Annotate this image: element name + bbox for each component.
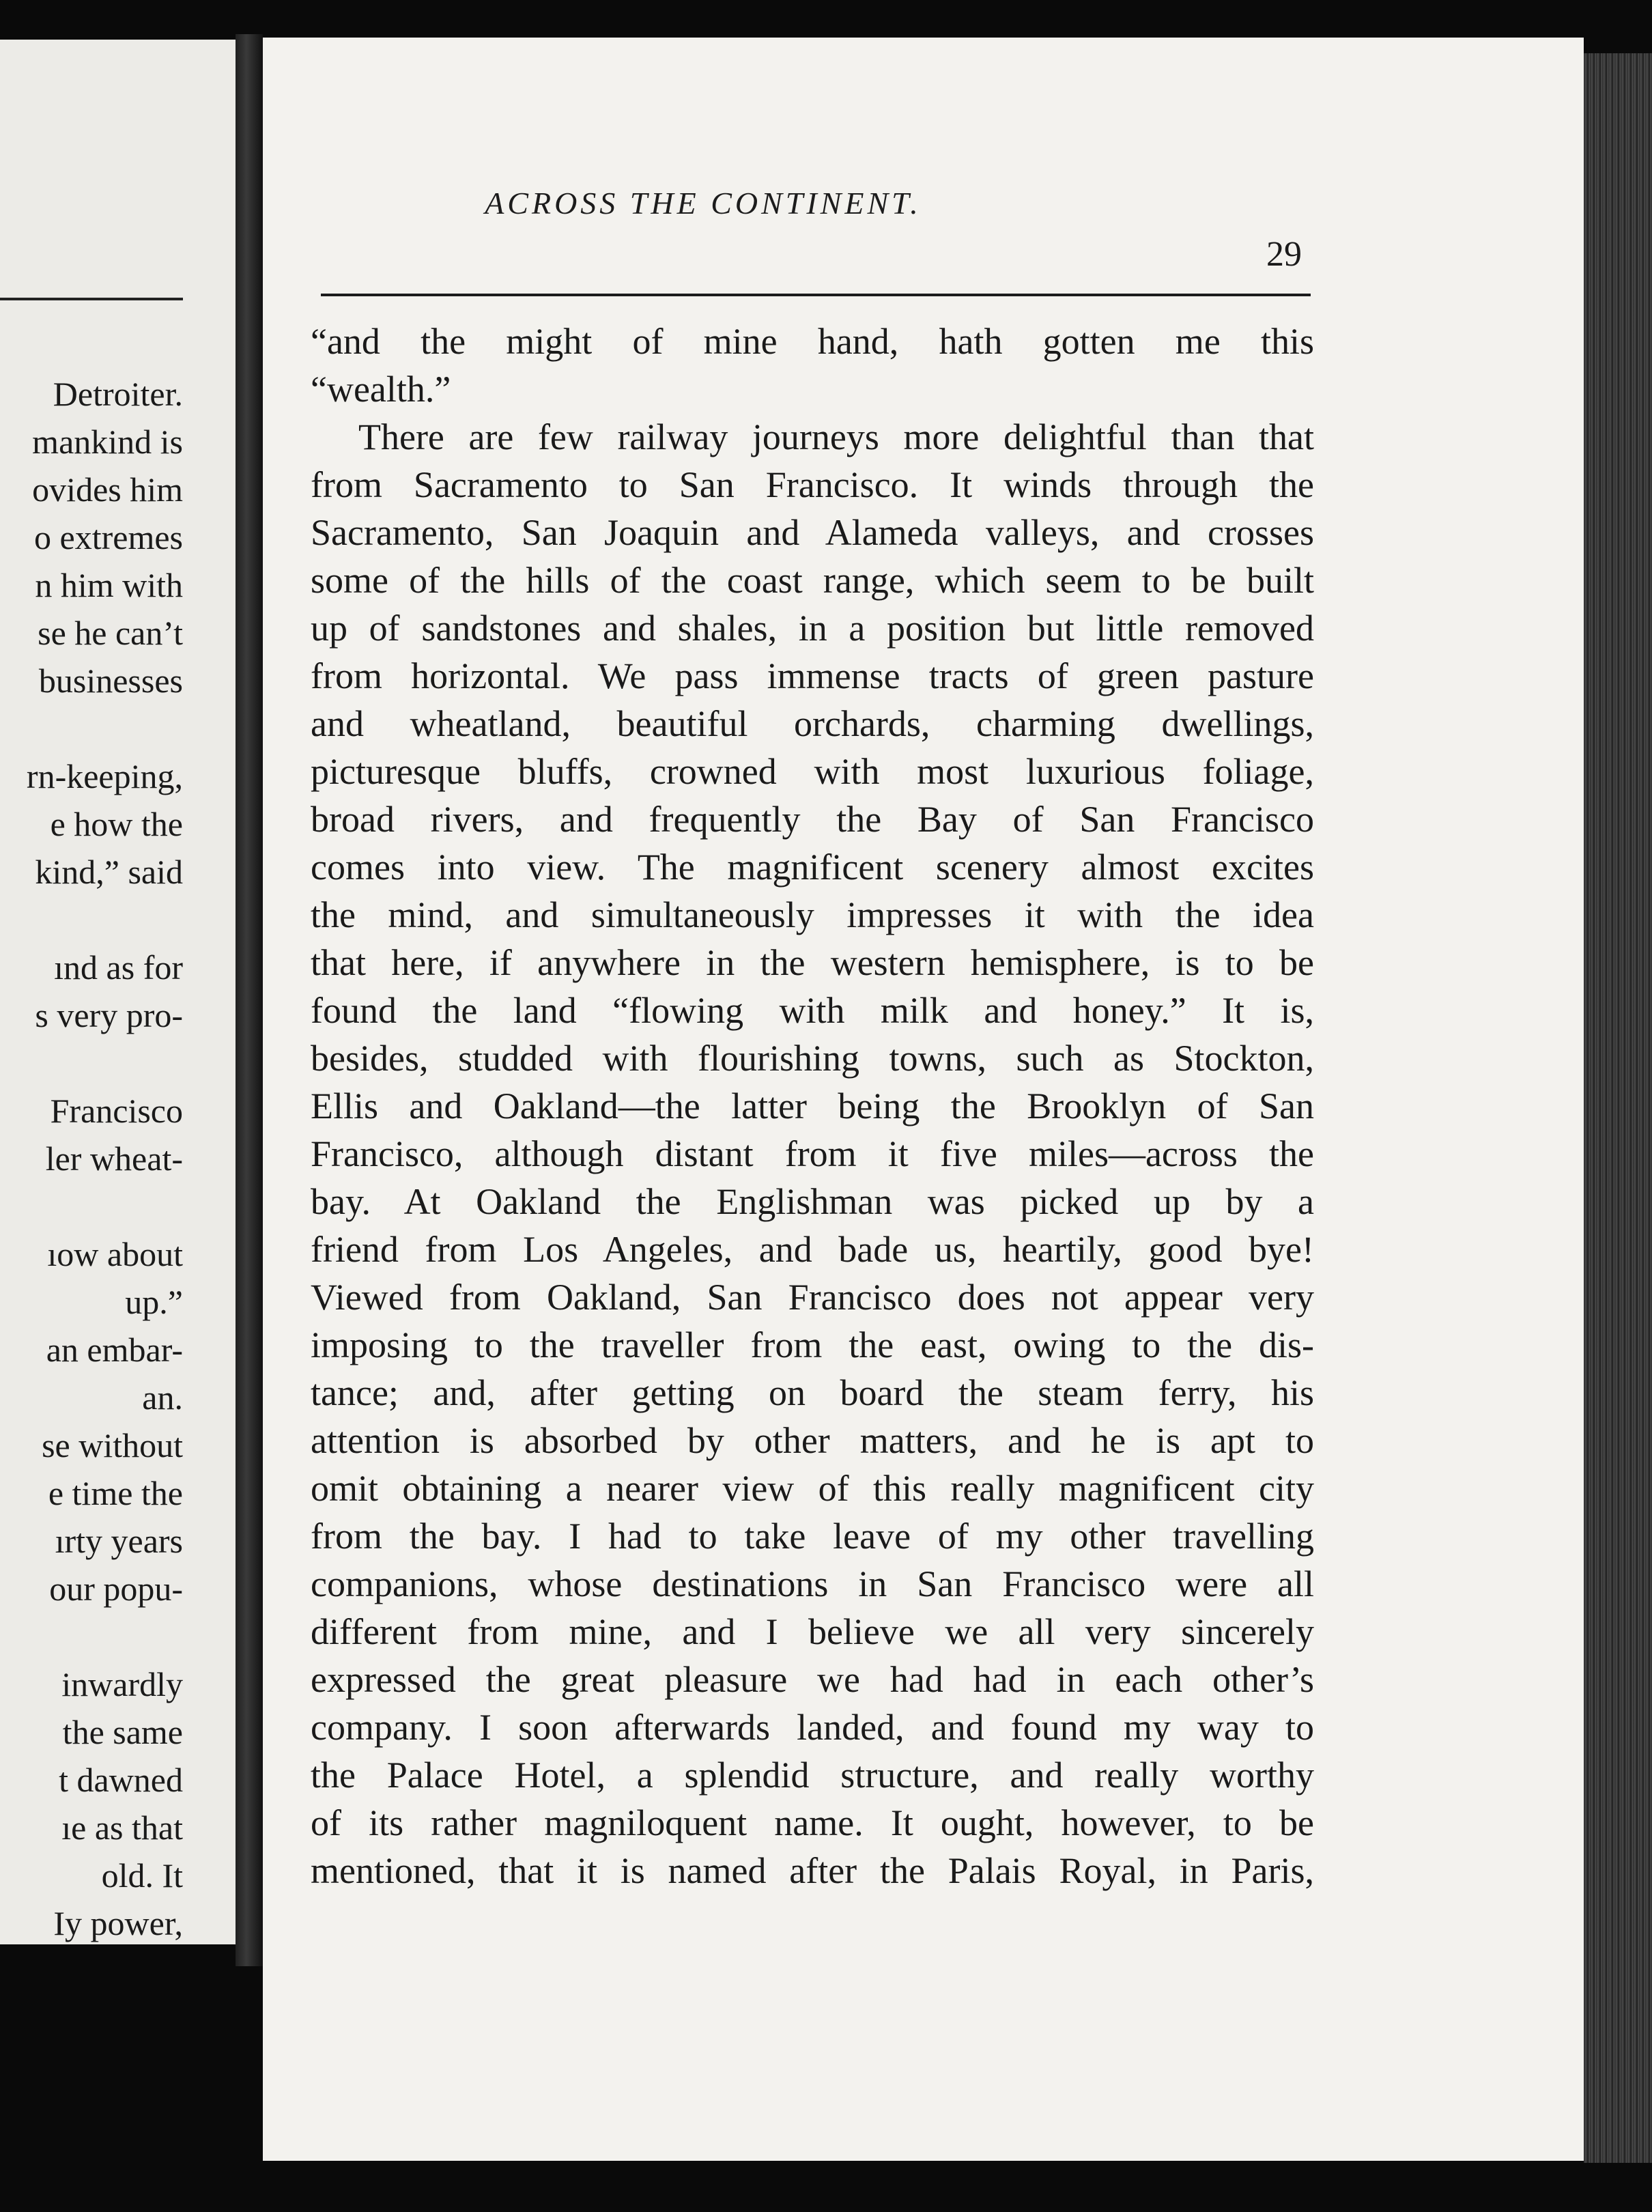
text-line: found the land “flowing with milk and honey.” It is, <box>311 990 1314 1031</box>
text-line: tance; and, after getting on board the steam ferry, his <box>311 1372 1314 1413</box>
text-line: from horizontal. We pass immense tracts of green pasture <box>311 655 1314 696</box>
left-page-text <box>0 370 183 1944</box>
left-line: n him with <box>35 566 183 604</box>
page-edges <box>1584 53 1652 2163</box>
text-line: comes into view. The magnificent scenery almost excites <box>311 847 1314 888</box>
text-line: bay. At Oakland the Englishman was picked up by a <box>311 1181 1314 1222</box>
left-line: ınd as for <box>54 948 183 987</box>
text-line: omit obtaining a nearer view of this really magnificent city <box>311 1468 1314 1509</box>
text-line: “and the might of mine hand, hath gotten me this <box>311 321 1314 362</box>
left-line: e time the <box>48 1474 183 1512</box>
text-line: broad rivers, and frequently the Bay of San Francisco <box>311 799 1314 840</box>
left-line: mankind is <box>32 423 183 461</box>
left-line: rn-keeping, <box>26 757 183 795</box>
text-line: Viewed from Oakland, San Francisco does not appear very <box>311 1277 1314 1318</box>
left-line: inwardly <box>61 1665 183 1703</box>
left-line-blank <box>0 1182 183 1230</box>
left-line: se he can’t <box>38 614 183 652</box>
text-line: picturesque bluffs, crowned with most luxurious foliage, <box>311 751 1314 792</box>
left-line-blank <box>0 1613 183 1660</box>
body-text <box>311 317 1314 1895</box>
left-line: ovides him <box>32 470 183 509</box>
text-line: from the bay. I had to take leave of my other travelling <box>311 1516 1314 1557</box>
left-line: our popu- <box>49 1570 183 1608</box>
header-rule <box>321 294 1311 296</box>
text-line: Sacramento, San Joaquin and Alameda valleys, and crosses <box>311 512 1314 553</box>
left-line: kind,” said <box>35 853 183 891</box>
left-page-rule <box>0 298 183 300</box>
left-line-blank <box>0 896 183 944</box>
left-line: Detroiter. <box>53 375 183 413</box>
left-line-blank <box>0 705 183 752</box>
text-line: expressed the great pleasure we had had in each other’s <box>311 1659 1314 1700</box>
text-line: the mind, and simultaneously impresses it with the idea <box>311 894 1314 935</box>
left-line: ıow about <box>47 1235 183 1273</box>
text-line: “wealth.” <box>311 369 451 410</box>
left-line: ler wheat- <box>45 1139 183 1178</box>
left-line: Francisco <box>50 1092 183 1130</box>
text-line: different from mine, and I believe we all very sincerely <box>311 1611 1314 1652</box>
text-line: the Palace Hotel, a splendid structure, and really worthy <box>311 1755 1314 1796</box>
text-line: that here, if anywhere in the western hemisphere, is to be <box>311 942 1314 983</box>
text-line: friend from Los Angeles, and bade us, heartily, good bye! <box>311 1229 1314 1270</box>
left-line: old. It <box>101 1856 183 1895</box>
text-line: companions, whose destinations in San Francisco were all <box>311 1563 1314 1604</box>
paragraph-first-line: There are few railway journeys more delightful than that <box>358 416 1314 457</box>
text-line: attention is absorbed by other matters, and he is apt to <box>311 1420 1314 1461</box>
text-line: mentioned, that it is named after the Palais Royal, in Paris, <box>311 1850 1314 1891</box>
left-line: up.” <box>125 1283 183 1321</box>
left-line: s very pro- <box>35 996 183 1034</box>
left-page <box>0 40 236 1944</box>
left-line: se without <box>42 1426 183 1464</box>
left-line: the same <box>62 1713 183 1751</box>
left-line: businesses <box>38 662 183 700</box>
text-line: imposing to the traveller from the east, owing to the dis- <box>311 1324 1314 1365</box>
text-line: some of the hills of the coast range, which seem to be built <box>311 560 1314 601</box>
left-line: an embar- <box>46 1331 183 1369</box>
left-line: Iy power, <box>53 1904 183 1942</box>
running-head: ACROSS THE CONTINENT. <box>485 186 922 221</box>
text-line: Francisco, although distant from it five miles—across the <box>311 1133 1314 1174</box>
text-line: Ellis and Oakland—the latter being the Brooklyn of San <box>311 1086 1314 1126</box>
text-line: up of sandstones and shales, in a position but little removed <box>311 608 1314 649</box>
text-line: company. I soon afterwards landed, and found my way to <box>311 1707 1314 1748</box>
left-line: t dawned <box>59 1761 183 1799</box>
text-line: from Sacramento to San Francisco. It winds through the <box>311 464 1314 505</box>
text-line: of its rather magniloquent name. It ought, however, to be <box>311 1802 1314 1843</box>
left-line: an. <box>142 1378 183 1417</box>
left-line: o extremes <box>34 518 183 556</box>
left-line: e how the <box>50 805 183 843</box>
left-line: ırty years <box>55 1522 183 1560</box>
page-number: 29 <box>1266 235 1302 274</box>
left-line: ıe as that <box>61 1809 183 1847</box>
text-line: besides, studded with flourishing towns, such as Stockton, <box>311 1038 1314 1079</box>
text-line: and wheatland, beautiful orchards, charming dwellings, <box>311 703 1314 744</box>
left-line-blank <box>0 1039 183 1087</box>
book-gutter <box>236 34 263 1966</box>
